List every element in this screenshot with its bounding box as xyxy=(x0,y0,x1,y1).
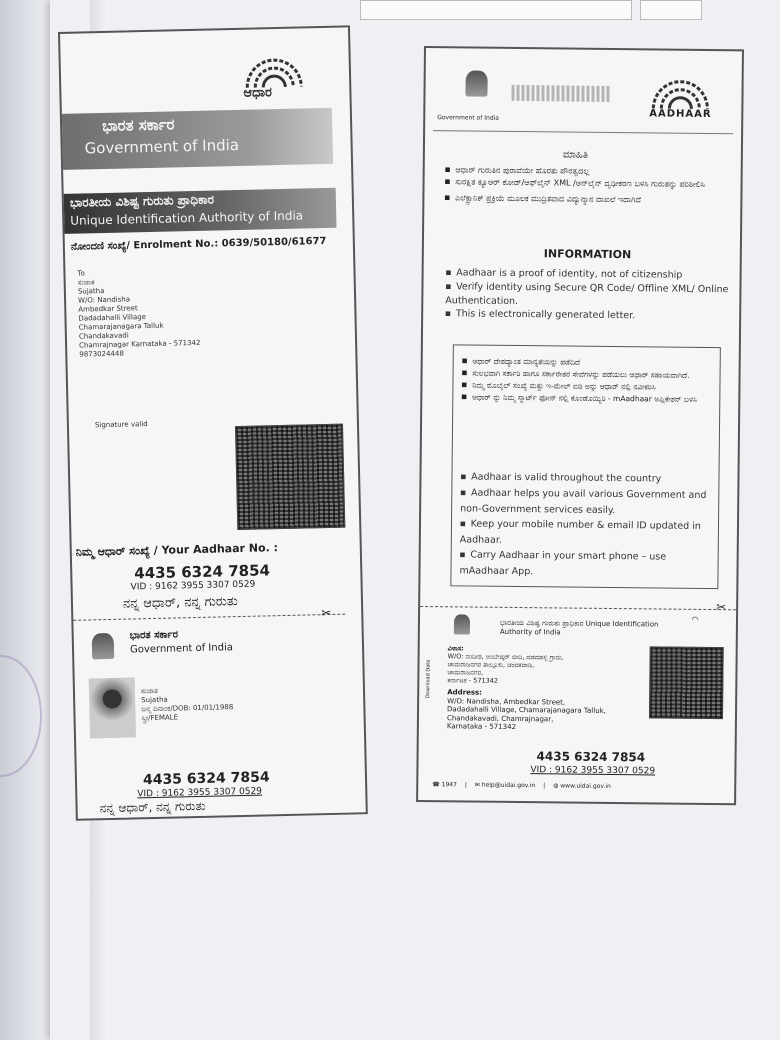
info-item: ■ Aadhaar is a proof of identity, not of citizenship xyxy=(446,266,732,283)
box-list xyxy=(459,469,710,581)
address-line: Chamarajanagara Talluk xyxy=(78,321,164,332)
bottom-aadhaar-number: 4435 6324 7854 xyxy=(142,769,270,789)
vid-number: VID : 9162 3955 3307 0529 xyxy=(130,579,256,593)
phone-icon: ☎ xyxy=(432,781,440,789)
address-kn-line: ಚಾಮರಾಜನಗರ, xyxy=(447,668,484,677)
info-title-kannada: ಮಾಹಿತಿ xyxy=(562,149,589,161)
holder-photo xyxy=(89,677,136,738)
national-emblem-icon xyxy=(454,614,470,634)
address-kn-line: ಚಾಮರಾಜನಗರ ತಾಲ್ಲೂಕು, ಚಂದಕವಾಡಿ, xyxy=(447,660,535,670)
address-line: Chandakavadi xyxy=(78,331,129,341)
address-line: ಸುಜಾತ xyxy=(77,278,95,287)
holder-gender: ಸ್ತ್ರೀ/FEMALE xyxy=(141,713,179,723)
bottom-gov-kannada: ಭಾರತ ಸರ್ಕಾರ xyxy=(129,629,179,642)
enrolment-number: ನೋಂದಣಿ ಸಂಖ್ಯೆ/ Enrolment No.: 0639/50180/61677 xyxy=(70,235,327,253)
address-line: To xyxy=(77,269,85,278)
right-aadhaar-info xyxy=(416,46,744,805)
fingerprint-sun-icon xyxy=(645,76,715,111)
address-kn-line: W/O: ನಂದೀಶ, ಅಂಬೇಡ್ಕರ್ ಬೀದಿ, ದಡದಹಳ್ಳಿ ಗ್ರಾಮ, xyxy=(447,652,564,662)
qr-code xyxy=(649,646,724,719)
national-emblem-icon xyxy=(465,70,487,96)
address-en-line: Dadadahalli Village, Chamarajanagara Talluk, xyxy=(447,705,606,715)
side-text: Download Date xyxy=(425,659,432,699)
address-kn-line: ವಿಳಾಸ: xyxy=(447,644,464,653)
emblem-caption: Government of India xyxy=(437,114,500,122)
uidai-strip: ಭಾರತೀಯ ವಿಶಿಷ್ಟ ಗುರುತು ಪ್ರಾಧಿಕಾರ Unique Identification Authority of India xyxy=(499,618,659,637)
address-en-line: Chandakavadi, Chamrajnagar, xyxy=(446,713,554,723)
email-icon: ✉ xyxy=(474,781,480,789)
address-line: Chamrajnagar Karnataka - 571342 xyxy=(79,338,201,350)
address-line: W/O: Nandisha xyxy=(78,295,131,305)
footer-email: help@uidai.gov.in xyxy=(481,781,536,790)
header-divider xyxy=(433,130,733,134)
aadhaar-logo-text: AADHAAR xyxy=(649,108,712,121)
info-item: ■ This is electronically generated letter. xyxy=(445,307,731,324)
address-line: Dadadahalli Village xyxy=(78,313,147,323)
national-emblem-icon xyxy=(92,633,115,659)
box-list-kannada xyxy=(461,355,711,406)
uidai-banner xyxy=(64,188,337,234)
info-item-kannada: ■ ಆಧಾರ್ ಗುರುತಿನ ಪುರಾವೆಯೇ ಹೊರತು ಪೌರತ್ವದಲ್ಲ xyxy=(445,164,715,179)
aadhaar-mini-logo: ◠ xyxy=(691,614,699,624)
government-banner xyxy=(62,108,333,170)
footer-web: www.uidai.gov.in xyxy=(560,782,611,790)
qr-code xyxy=(235,424,345,530)
aadhaar-number: 4435 6324 7854 xyxy=(134,561,271,583)
cut-line xyxy=(73,614,345,621)
header-scribble xyxy=(511,85,611,102)
address-kn-line: ಕರ್ನಾಟಕ - 571342 xyxy=(447,676,499,685)
box-item: ■ Aadhaar is valid throughout the country xyxy=(460,469,710,488)
address-line: Sujatha xyxy=(77,287,105,296)
address-kannada xyxy=(447,644,637,686)
footer-phone: 1947 xyxy=(441,781,457,789)
aadhaar-logo-text: ಆಧಾರ xyxy=(243,85,273,101)
info-item-kannada: ■ ಸುರಕ್ಷಿತ ಕ್ಯೂಆರ್ ಕೋಡ್/ಆಫ್‌ಲೈನ್ XML /ಆನ್‌ಲೈನ್ ದೃಢೀಕರಣ ಬಳಸಿ ಗುರುತನ್ನು ಪರಿಶೀಲಿಸಿ xyxy=(445,176,715,191)
signature-valid: Signature valid xyxy=(94,420,148,430)
aadhaar-tagline: ನನ್ನ ಆಧಾರ್, ನನ್ನ ಗುರುತು xyxy=(122,594,238,612)
address-en-line: Karnataka - 571342 xyxy=(446,722,517,732)
box-item-kannada: ■ ನಿಮ್ಮ ಮೊಬೈಲ್ ಸಂಖ್ಯೆ ಮತ್ತು ಇ-ಮೇಲ್ ಐಡಿ ಅನ್ನು ಆಧಾರ್ ನಲ್ಲಿ ನವೀಕರಿಸಿ xyxy=(461,379,711,394)
box-item-kannada: ■ ಆಧಾರ್ ದೇಶದ್ಯಾಂತ ಮಾನ್ಯತೆಯನ್ನು ಪಡೆದಿದೆ xyxy=(462,355,712,370)
gov-english: Government of India xyxy=(84,135,240,158)
info-item-kannada: ■ ಎಲೆಕ್ಟ್ರಾನಿಕ್ ಪ್ರಕ್ರಿಯೆ ಮೂಲಕ ಮುದ್ರಿತವಾದ ವಿದ್ಯುನ್ಮಾನ ದಾಖಲೆ ಇದಾಗಿದೆ xyxy=(444,192,714,207)
info-item: ■ Verify identity using Secure QR Code/ Offline XML/ Online Authentication. xyxy=(445,280,731,310)
box-item: ■ Carry Aadhaar in your smart phone – use mAadhaar App. xyxy=(459,547,709,581)
bottom-tagline: ನನ್ನ ಆಧಾರ್, ನನ್ನ ಗುರುತು xyxy=(99,798,206,816)
aadhaar-logo xyxy=(645,76,715,123)
bottom-gov-english: Government of India xyxy=(129,642,234,656)
vid-number: VID : 9162 3955 3307 0529 xyxy=(530,765,656,777)
aadhaar-number: 4435 6324 7854 xyxy=(536,749,646,765)
holder-dob: ಜನ್ಮ ದಿನಾಂಕ/DOB: 01/01/1988 xyxy=(141,703,234,714)
uidai-kannada: ಭಾರತೀಯ ವಿಶಿಷ್ಟ ಗುರುತು ಪ್ರಾಧಿಕಾರ xyxy=(69,192,215,210)
info-title: INFORMATION xyxy=(543,247,632,262)
address-en-line: Address: xyxy=(447,688,483,697)
bottom-vid-number: VID : 9162 3955 3307 0529 xyxy=(137,786,263,800)
fingerprint-sun-icon xyxy=(239,54,310,90)
holder-name-kannada: ಸುಜಾತ xyxy=(140,686,158,696)
web-icon: ◍ xyxy=(553,782,559,790)
holder-name: Sujatha xyxy=(141,695,168,705)
box-item-kannada: ■ ಸುಲಭವಾಗಿ ಸರ್ಕಾರಿ ಹಾಗೂ ಸರ್ಕಾರೇತರ ಸೇವೆಗಳನ್ನು ಪಡೆಯಲು ಆಧಾರ್ ಸಹಾಯವಾಗಿದೆ. xyxy=(462,367,712,382)
box-item: ■ Keep your mobile number & email ID updated in Aadhaar. xyxy=(460,516,710,550)
top-edge-strip-2 xyxy=(640,0,702,20)
address-en-line: W/O: Nandisha, Ambedkar Street, xyxy=(447,696,566,707)
recipient-address xyxy=(77,266,229,359)
scissors-icon: ✂ xyxy=(321,605,332,621)
address-line: Ambedkar Street xyxy=(78,304,138,314)
aadhaar-number-label: ನಿಮ್ಮ ಆಧಾರ್ ಸಂಖ್ಯೆ / Your Aadhaar No. : xyxy=(75,541,279,559)
aadhaar-logo xyxy=(239,54,310,102)
top-edge-strip xyxy=(360,0,632,20)
address-english xyxy=(447,688,637,732)
cut-line xyxy=(420,606,736,610)
address-line: 9873024448 xyxy=(79,349,124,359)
uidai-english: Unique Identification Authority of India xyxy=(70,208,304,228)
holder-details xyxy=(141,685,234,723)
info-list xyxy=(445,266,732,324)
box-item-kannada: ■ ಆಧಾರ್ ನ್ನು ನಿಮ್ಮ ಸ್ಮಾರ್ಟ್ ಫೋನ್ ನಲ್ಲಿ ಕೊಂಡೊಯ್ಯಿರಿ - mAadhaar ಅಪ್ಲಿಕೇಶನ್ ಬಳಸಿ xyxy=(461,391,711,406)
gov-kannada: ಭಾರತ ಸರ್ಕಾರ xyxy=(101,115,175,136)
box-item: ■ Aadhaar helps you avail various Government and non-Government services easily. xyxy=(460,485,710,519)
scissors-icon: ✂ xyxy=(716,600,727,615)
info-list-kannada xyxy=(444,164,714,207)
footer-contacts: ☎ 1947 | ✉ help@uidai.gov.in | ◍ www.uidai.gov.in xyxy=(432,781,611,790)
left-aadhaar-letter xyxy=(58,25,368,820)
info-box xyxy=(450,344,721,589)
